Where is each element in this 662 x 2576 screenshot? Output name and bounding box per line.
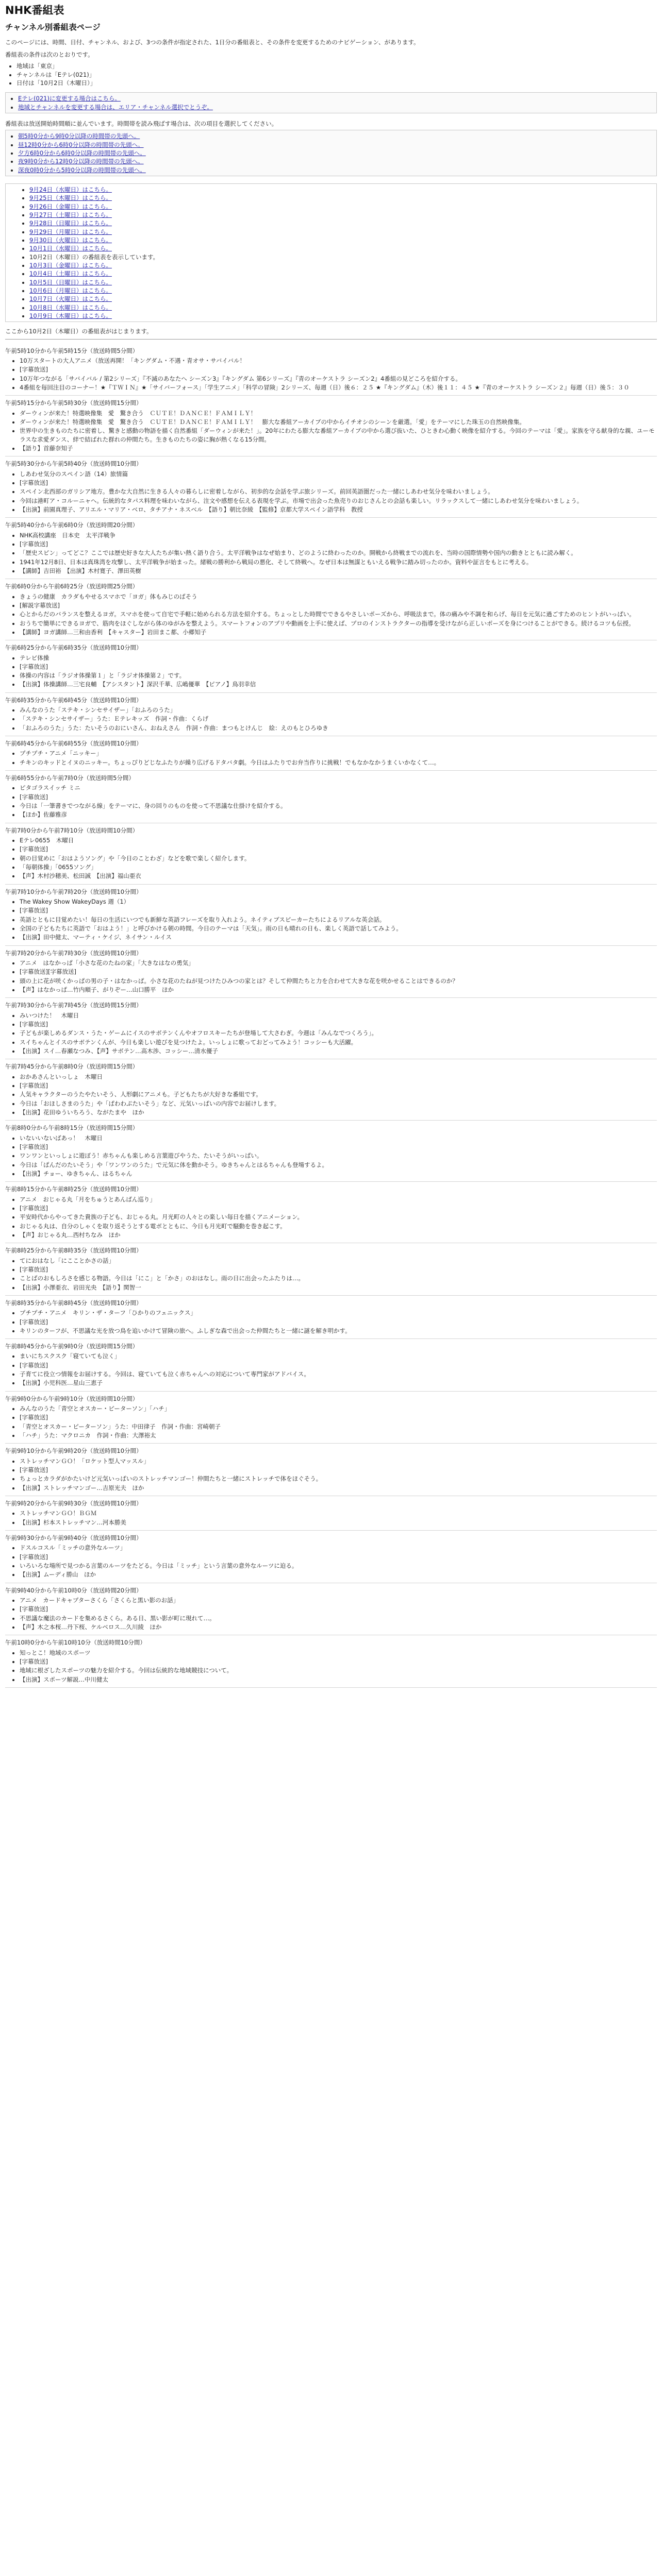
program-tag: • [字幕放送] bbox=[20, 663, 657, 671]
program-detail-list bbox=[5, 1404, 657, 1439]
program-title: • プチプチ・アニメ「ニッキー」 bbox=[20, 749, 657, 757]
time-link-noon[interactable]: 昼12時0分から6時0分以降の時間帯の先頭へ。 bbox=[18, 141, 144, 148]
program-detail-list bbox=[5, 1457, 657, 1492]
program-description: • スイちゃんとイスのサボテンくんが、今日も楽しい遊びを見つけたよ。いっしょに歌っておどってみよう！コッシーも大活躍。 bbox=[20, 1038, 657, 1046]
program-time: 午前7時45分から午前8時0分（放送時間15分間） bbox=[5, 1063, 139, 1071]
program-title: • テレビ体操 bbox=[20, 654, 657, 662]
program-detail-list bbox=[5, 1509, 657, 1527]
program-tag: • [字幕放送] bbox=[20, 1413, 657, 1421]
program-title: • みんなのうた「ステキ・シンセサイザー」「おふろのうた」 bbox=[20, 706, 657, 714]
program-description: • 「青空とオスカー・ピーターソン」うた：中田律子 作詞・作曲：宮崎朝子 bbox=[20, 1422, 657, 1431]
program-title: • ストレッチマンＧＯ！「ロケット型人マッスル」 bbox=[20, 1457, 657, 1465]
program-title: • アニメ おじゃる丸「月をちゅうとあんぱん巡り」 bbox=[20, 1195, 657, 1204]
day-link[interactable]: 10月1日（水曜日）はこちら。 bbox=[29, 245, 112, 252]
program-description: • 【出演】杉本ストレッチマン…河本勝美 bbox=[20, 1518, 657, 1527]
program-entry bbox=[5, 1182, 657, 1243]
program-description: • ちょっとカラダがかたいけど元気いっぱいのストレッチマンゴー！仲間たちと一緒にストレッチで体をほぐそう。 bbox=[20, 1475, 657, 1483]
program-title: • おかあさんといっしょ 木曜日 bbox=[20, 1073, 657, 1081]
day-links-box bbox=[5, 183, 657, 322]
program-description: • 平安時代からやってきた貴族の子ども、おじゃる丸。月光町の人々との楽しい毎日を描くアニメーション。 bbox=[20, 1213, 657, 1221]
program-entry bbox=[5, 771, 657, 823]
program-time: 午前10時0分から午前10時10分（放送時間10分間） bbox=[5, 1639, 146, 1647]
day-link[interactable]: 9月24日（水曜日）はこちら。 bbox=[29, 186, 112, 194]
program-tag: • [字幕放送] bbox=[20, 540, 657, 548]
program-detail-list bbox=[5, 1073, 657, 1117]
program-title: • 知っとこ！地域のスポーツ bbox=[20, 1649, 657, 1657]
program-tag: • [字幕放送] bbox=[20, 1361, 657, 1369]
time-link-late-night[interactable]: 深夜0時0分から5時0分以降の時間帯の先頭へ。 bbox=[18, 166, 146, 174]
program-description: • 【ほか】佐藤雅彦 bbox=[20, 810, 657, 819]
program-description: • 「ステキ・シンセサイザー」うた：Ｅテレキッズ 作詞・作曲：くらげ bbox=[20, 715, 657, 723]
program-detail-list bbox=[5, 654, 657, 689]
program-time: 午前5時40分から午前6時0分（放送時間20分間） bbox=[5, 521, 139, 529]
program-detail-list bbox=[5, 1011, 657, 1056]
program-description: • 全国の子どもたちに英語で「おはよう！」と呼びかける朝の時間。今日のテーマは「天気」。雨の日も晴れの日も、楽しく英語で話してみよう。 bbox=[20, 924, 657, 933]
program-tag: • [字幕放送] bbox=[20, 845, 657, 853]
program-description: • 【語り】首藤奈知子 bbox=[20, 444, 657, 452]
program-tag: • [字幕放送] bbox=[20, 1318, 657, 1326]
program-time: 午前8時0分から午前8時15分（放送時間15分間） bbox=[5, 1124, 139, 1132]
program-detail-list bbox=[5, 357, 657, 392]
program-description: • 「おふろのうた」うた：たいそうのおにいさん、おねえさん 作詞・作曲：まつもとけんじ 絵：えのもとひろゆき bbox=[20, 724, 657, 732]
program-tag: • [字幕放送] bbox=[20, 1143, 657, 1151]
program-tag: • [字幕放送] bbox=[20, 1657, 657, 1666]
day-list-item bbox=[29, 228, 653, 236]
conditions-label: 番組表の条件は次のとおりです。 bbox=[5, 51, 94, 59]
program-title: • てにおはなし「にこことかさの話」 bbox=[20, 1257, 657, 1265]
program-tag: • [字幕放送] bbox=[20, 906, 657, 914]
program-description: • 【講師】ヨガ講師…三和由香利 【キャスター】岩田まこ都、小郷知子 bbox=[20, 628, 657, 636]
program-entry bbox=[5, 1583, 657, 1636]
program-description: • 子育てに役立つ情報をお届けする。今回は、寝ていても泣く赤ちゃんへの対応について専門家がアドバイス。 bbox=[20, 1370, 657, 1378]
program-description: • スペイン北西部のガリシア地方。豊かな大自然に生きる人々の暮らしに密着しながら、初歩的な会話を学ぶ旅シリーズ。前回英語圏だった一緒にしあわせ気分を味わいましょう。 bbox=[20, 487, 657, 496]
day-link[interactable]: 10月4日（土曜日）はこちら。 bbox=[29, 270, 112, 278]
program-description: • 「歴史スピン」ってどこ？ここでは歴史好きな大人たちが集い熱く語り合う。太平洋戦争はなぜ始まり、どのように終わったのか。開戦から終戦までの流れを、当時の国際情勢や国内の動きとともに読み解く。 bbox=[20, 549, 657, 557]
program-time: 午前5時10分から午前5時15分（放送時間5分間） bbox=[5, 347, 139, 354]
site-title: NHK番組表 bbox=[5, 4, 64, 16]
day-list-item bbox=[29, 312, 653, 320]
day-link[interactable]: 10月6日（月曜日）はこちら。 bbox=[29, 287, 112, 295]
program-description: • 【出演】スポーツ解説…中川健太 bbox=[20, 1675, 657, 1684]
program-title: • プチプチ・アニメ キリン・ザ・ターフ「ひかりのフェニックス」 bbox=[20, 1309, 657, 1317]
change-links-box bbox=[5, 92, 657, 113]
program-description: • 世界中の生きものたちに密着し、驚きと感動の物語を描く自然番組「ダーウィンが来た！」。20年にわたる膨大な番組アーカイブの中から選び抜いた、ひときわ心動く映像を紹介する。今回のテーマは「愛」。家族を守る献身的な親、ユーモラスな求愛ダンス、絆で結ばれた群れの仲間たち。生きものたちの姿に胸が熱くなる15分間。 bbox=[20, 427, 657, 444]
program-detail-list bbox=[5, 531, 657, 575]
program-time: 午前7時20分から午前7時30分（放送時間10分間） bbox=[5, 949, 142, 957]
program-title: • ダーウィンが来た！特選映像集 愛 驚き合う ＣＵＴＥ！ＤＡＮＣＥ！ＦＡＭＩＬＹ！ bbox=[20, 409, 657, 417]
day-list-item bbox=[29, 244, 653, 252]
program-tag: • [字幕放送] bbox=[20, 1081, 657, 1090]
program-description: • 頭の上に花が咲くかっぱの男の子・はなかっぱ。小さな花のたねが見つけたひみつの家とは？そして仲間たちと力を合わせて大きな花を咲かせることはできるのか？ bbox=[20, 977, 657, 985]
program-entry bbox=[5, 518, 657, 579]
program-time: 午前6時45分から午前6時55分（放送時間10分間） bbox=[5, 740, 142, 748]
program-description: • 【出演】小児科医…星山三恵子 bbox=[20, 1379, 657, 1387]
program-entry bbox=[5, 1444, 657, 1496]
day-list-item bbox=[29, 261, 653, 269]
day-link[interactable]: 9月27日（土曜日）はこちら。 bbox=[29, 211, 112, 219]
program-description: • 不思議な魔法のカードを集めるさくら。ある日、黒い影が町に現れて…。 bbox=[20, 1614, 657, 1622]
program-description: • 今日は「ぱんだのたいそう」や「ワンワンのうた」で元気に体を動かそう。ゆきちゃんとはるちゃんも登場するよ。 bbox=[20, 1161, 657, 1169]
time-link-morning[interactable]: 朝5時0分から9時0分以降の時間帯の先頭へ。 bbox=[18, 132, 140, 140]
day-list-item bbox=[29, 253, 653, 261]
program-entry bbox=[5, 823, 657, 885]
program-description: • 【出演】前園真理子、アリエル・マリア・ベロ、タチアナ・ネスベル 【語り】朝比奈綾 【監修】京都大学スペイン語学科 教授 bbox=[20, 505, 657, 514]
program-time: 午前6時35分から午前6時45分（放送時間10分間） bbox=[5, 696, 142, 704]
day-link[interactable]: 10月8日（水曜日）はこちら。 bbox=[29, 303, 112, 311]
day-link[interactable]: 10月3日（金曜日）はこちら。 bbox=[29, 262, 112, 269]
program-tag: • [字幕放送] bbox=[20, 1265, 657, 1274]
time-link-evening[interactable]: 夕方6時0分から6時0分以降の時間帯の先頭へ。 bbox=[18, 149, 146, 157]
program-entry bbox=[5, 1635, 657, 1688]
program-description: • 【講師】吉田裕 【出演】木村寛子、澤田英樹 bbox=[20, 567, 657, 575]
condition-date: • 日付は「10月2日（木曜日）」 bbox=[16, 79, 657, 87]
program-start-note: ここから10月2日（木曜日）の番組表がはじまります。 bbox=[5, 327, 657, 339]
program-time: 午前8時15分から午前8時25分（放送時間10分間） bbox=[5, 1185, 142, 1193]
program-time: 午前7時10分から午前7時20分（放送時間10分間） bbox=[5, 888, 142, 895]
program-time: 午前8時45分から午前9時0分（放送時間15分間） bbox=[5, 1343, 139, 1350]
program-tag: • [字幕放送] bbox=[20, 365, 657, 374]
program-title: • みんなのうた「青空とオスカー・ピーターソン」「ハチ」 bbox=[20, 1404, 657, 1413]
program-description: • 【声】木村沙穂美、松田誠 【出演】福山亜衣 bbox=[20, 872, 657, 880]
program-time: 午前5時15分から午前5時30分（放送時間15分間） bbox=[5, 399, 142, 407]
program-tag: • [字幕放送][字幕放送] bbox=[20, 968, 657, 976]
program-time: 午前5時30分から午前5時40分（放送時間10分間） bbox=[5, 460, 142, 468]
program-entry bbox=[5, 885, 657, 946]
day-link[interactable]: 10月9日（木曜日）はこちら。 bbox=[29, 312, 112, 319]
program-description: • 【出演】体操講師…三宅良輔 【アシスタント】深沢千華、広嶋優華 【ピアノ】鳥羽幸信 bbox=[20, 680, 657, 688]
program-tag: • [字幕放送] bbox=[20, 793, 657, 801]
program-description: • ワンワンといっしょに遊ぼう！赤ちゃんも楽しめる言葉遊びやうた、たいそうがいっぱい。 bbox=[20, 1151, 657, 1160]
program-time: 午前8時35分から午前8時45分（放送時間10分間） bbox=[5, 1299, 142, 1307]
change-channel-link[interactable]: Eテレ(021)に変更する場合はこちら。 bbox=[18, 95, 121, 103]
program-description: • 朝の目覚めに「おはようソング」や「今日のことわざ」などを歌で楽しく紹介します。 bbox=[20, 854, 657, 862]
program-entry bbox=[5, 456, 657, 518]
day-link[interactable]: 10月5日（日曜日）はこちら。 bbox=[29, 278, 112, 286]
program-detail-list bbox=[5, 1257, 657, 1292]
program-description: • 「ハチ」うた：マクロニカ 作詞・作曲：大澤裕太 bbox=[20, 1431, 657, 1439]
program-entry bbox=[5, 579, 657, 640]
program-title: • みいつけた！ 木曜日 bbox=[20, 1011, 657, 1020]
program-description: • 【出演】小澤亜衣、岩田光央 【語り】関智一 bbox=[20, 1283, 657, 1292]
program-description: • 「毎朝体操」「0655ソング」 bbox=[20, 863, 657, 871]
program-detail-list bbox=[5, 1544, 657, 1579]
program-title: • いないいないばあっ！ 木曜日 bbox=[20, 1134, 657, 1142]
program-title: • The Wakey Show WakeyDays 週（1） bbox=[20, 897, 657, 906]
program-description: • 【出演】ストレッチマンゴー…吉原光夫 ほか bbox=[20, 1484, 657, 1492]
program-entry bbox=[5, 344, 657, 396]
day-list-item bbox=[29, 278, 653, 286]
program-tag: • [字幕放送] bbox=[20, 1605, 657, 1613]
program-detail-list bbox=[5, 1649, 657, 1684]
program-title: • ドスルコスル「ミッチの意外なルーツ」 bbox=[20, 1544, 657, 1552]
conditions-list bbox=[5, 62, 657, 87]
program-time: 午前9時10分から午前9時20分（放送時間10分間） bbox=[5, 1447, 142, 1455]
program-description: • いろいろな場所で見つかる言葉のルーツをたどる。今日は「ミッチ」という言葉の意外なルーツに迫る。 bbox=[20, 1562, 657, 1570]
program-description: • 【声】おじゃる丸…西村ちなみ ほか bbox=[20, 1231, 657, 1239]
program-detail-list bbox=[5, 470, 657, 514]
program-entry bbox=[5, 1339, 657, 1392]
program-description: • 4番組を毎回注目のコーナー！★『ＴＷＩＮ』★「サイバーフォース」「学生アニメ」「科学の冒険」2シリーズ、毎週（日）後６：２５ ★『キングダム』（木）後１１：４５ ★『青のオーケストラ シーズン２』毎週（日）後５：３０ bbox=[20, 383, 657, 392]
intro-text: このページには、時間、日付、チャンネル、および、3つの条件が指定された、1日分の番組表と、その条件を変更するためのナビゲーション、があります。 bbox=[5, 38, 420, 46]
program-description: • 今回は港町ア・コルーニャへ。伝統的なタパス料理を味わいながら、注文や感想を伝える表現を学ぶ。市場で出会った魚売りのおじさんとの会話も楽しい。リラックスして一緒にしあわせ気分を味わいましょう。 bbox=[20, 497, 657, 505]
program-time: 午前7時30分から午前7時45分（放送時間15分間） bbox=[5, 1002, 142, 1009]
program-entry bbox=[5, 1496, 657, 1531]
program-description: • 今日は「一筆書きでつながる線」をテーマに、身の回りのものを使って不思議な仕掛けを紹介する。 bbox=[20, 802, 657, 810]
program-entry bbox=[5, 1243, 657, 1296]
program-time: 午前9時40分から午前10時0分（放送時間20分間） bbox=[5, 1586, 142, 1594]
program-description: • 【声】はなかっぱ…竹内順子、がりぞー…山口勝平 ほか bbox=[20, 986, 657, 994]
program-title: • しあわせ気分のスペイン語（14）旅情篇 bbox=[20, 470, 657, 478]
day-link[interactable]: 9月28日（日曜日）はこちら。 bbox=[29, 219, 112, 227]
program-description: • 今日は「おほしさまのうた」や「ぱわわぷたいそう」など、元気いっぱいの内容でお届けします。 bbox=[20, 1099, 657, 1108]
program-tag: • [解説字幕放送] bbox=[20, 601, 657, 609]
page-heading: チャンネル別番組表ページ bbox=[5, 22, 101, 32]
change-area-link[interactable]: 地域とチャンネルを変更する場合は、エリア・チャンネル選択でとうぞ。 bbox=[18, 103, 213, 111]
day-list-item bbox=[29, 295, 653, 303]
program-tag: • [字幕放送] bbox=[20, 1204, 657, 1212]
time-links-box bbox=[5, 130, 657, 176]
program-entry bbox=[5, 640, 657, 693]
time-skip-note: 番組表は放送開始時間順に並んでいます。時間帯を読み飛ばす場合は、次の項目を選択してください。 bbox=[5, 120, 278, 128]
program-description: • チキンのキッドとイヌのニッキー。ちょっぴりどじなふたりが繰り広げるドタバタ劇。今日はふたりでお弁当作りに挑戦！でもなかなかうまくいかなくて…。 bbox=[20, 758, 657, 767]
program-detail-list bbox=[5, 409, 657, 453]
program-description: • 人気キャラクターのうたやたいそう、人形劇にアニメも。子どもたちが大好きな番組です。 bbox=[20, 1090, 657, 1098]
program-time: 午前6時25分から午前6時35分（放送時間10分間） bbox=[5, 644, 142, 652]
program-entry bbox=[5, 1531, 657, 1583]
program-description: • 地域に根ざしたスポーツの魅力を紹介する。今回は伝統的な地域競技について。 bbox=[20, 1666, 657, 1674]
day-link[interactable]: 9月29日（月曜日）はこちら。 bbox=[29, 228, 112, 235]
day-list-item bbox=[29, 202, 653, 211]
condition-region: • 地域は「東京」 bbox=[16, 62, 657, 70]
program-tag: • [字幕放送] bbox=[20, 1466, 657, 1474]
program-time: 午前7時0分から午前7時10分（放送時間10分間） bbox=[5, 826, 139, 834]
program-description: • 【出演】チョー、ゆきちゃん、はるちゃん bbox=[20, 1170, 657, 1178]
day-list-item bbox=[29, 286, 653, 295]
program-description: • キリンのターフが、不思議な光を放つ鳥を追いかけて冒険の旅へ。ふしぎな森で出会った仲間たちと一緒に謎を解き明かす。 bbox=[20, 1327, 657, 1335]
program-description: • 【出演】田中健太、マーティ・ケイジ、ネイサン・ルイス bbox=[20, 933, 657, 941]
program-entry bbox=[5, 1121, 657, 1182]
day-list-item bbox=[29, 269, 653, 278]
day-list-item bbox=[29, 194, 653, 202]
program-title: • ピタゴラスイッチ ミニ bbox=[20, 784, 657, 792]
condition-channel: • チャンネルは「Eテレ(021)」 bbox=[16, 71, 657, 79]
program-detail-list bbox=[5, 1309, 657, 1335]
program-tag: • [字幕放送] bbox=[20, 479, 657, 487]
day-links-list bbox=[9, 185, 653, 320]
program-title: • NHK高校講座 日本史 太平洋戦争 bbox=[20, 531, 657, 539]
day-list-item bbox=[29, 219, 653, 227]
day-list-item bbox=[29, 303, 653, 312]
program-description: • 【出演】スイ…春瀬なつみ、【声】サボテン…高木渉、コッシー…清水優子 bbox=[20, 1047, 657, 1055]
program-entry bbox=[5, 1296, 657, 1339]
program-entry bbox=[5, 1059, 657, 1121]
program-description: • ダーウィンが来た！特選映像集 愛 驚き合う ＣＵＴＥ！ＤＡＮＣＥ！ＦＡＭＩＬＹ！ 膨大な番組アーカイブの中からイチオシのシーンを厳選。「愛」をテーマにした珠玉の自然映像集。 bbox=[20, 418, 657, 426]
program-description: • おじゃる丸は、自分のしゃくを取り返そうとする電ボとともに、今日も月光町で騒動を巻き起こす。 bbox=[20, 1222, 657, 1230]
program-time: 午前9時20分から午前9時30分（放送時間10分間） bbox=[5, 1500, 142, 1507]
program-detail-list bbox=[5, 1596, 657, 1631]
program-tag: • [字幕放送] bbox=[20, 1020, 657, 1028]
program-title: • ストレッチマンＧＯ！ＢＧＭ bbox=[20, 1509, 657, 1517]
program-title: • きょうの健康 カラダもやせるスマホで「ヨガ」体もみじのばそう bbox=[20, 592, 657, 601]
program-description: • 1941年12月8日、日本は真珠湾を攻撃し、太平洋戦争が始まった。緒戦の勝利から戦局の悪化、そして終戦へ。なぜ日本は無謀ともいえる戦争に踏み切ったのか。資料や証言をもとに考える。 bbox=[20, 558, 657, 566]
program-description: • ことばのおもしろさを感じる物語。今日は「にこ」と「かさ」のおはなし。雨の日に出会ったふたりは…。 bbox=[20, 1274, 657, 1282]
program-list bbox=[5, 344, 657, 1688]
program-entry bbox=[5, 693, 657, 736]
program-title: • アニメ はなかっぱ「小さな花のたねの家」「大きなはなの勇気」 bbox=[20, 959, 657, 967]
program-description: • 【声】木之本桜…丹下桜、ケルベロス…久川綾 ほか bbox=[20, 1623, 657, 1631]
day-list-item bbox=[29, 185, 653, 194]
program-detail-list bbox=[5, 706, 657, 732]
program-detail-list bbox=[5, 749, 657, 767]
day-link[interactable]: 10月7日（火曜日）はこちら。 bbox=[29, 295, 112, 303]
day-list-item bbox=[29, 211, 653, 219]
program-entry bbox=[5, 1392, 657, 1444]
program-tag: • [字幕放送] bbox=[20, 1553, 657, 1561]
current-day-label: 10月2日（木曜日）の番組表を表示しています。 bbox=[29, 253, 159, 261]
program-title: • まいにちスクスク「寝ていても泣く」 bbox=[20, 1352, 657, 1360]
day-link[interactable]: 9月25日（木曜日）はこちら。 bbox=[29, 194, 112, 202]
program-time: 午前9時30分から午前9時40分（放送時間10分間） bbox=[5, 1534, 142, 1542]
program-detail-list bbox=[5, 897, 657, 942]
program-description: • 10万年つながる「サバイバル / 第2シリーズ」『不滅のあなたへ シーズン3』『キングダム 第6シリーズ』『青のオーケストラ シーズン2』4番組の見どころを紹介する。 bbox=[20, 375, 657, 383]
program-time: 午前6時55分から午前7時0分（放送時間5分間） bbox=[5, 774, 135, 782]
program-title: • Eテレ0655 木曜日 bbox=[20, 836, 657, 844]
program-detail-list bbox=[5, 1195, 657, 1240]
program-detail-list bbox=[5, 836, 657, 880]
program-detail-list bbox=[5, 784, 657, 819]
program-entry bbox=[5, 736, 657, 771]
program-description: • おうちで簡単にできるヨガで、筋肉をほぐしながら体のゆがみを整えよう。スマートフォンのアプリや動画を上手に使えば、プロのインストラクターの指導を受けながら正しいポーズを身につけることができる。続けるコツも伝授。 bbox=[20, 619, 657, 628]
program-entry bbox=[5, 998, 657, 1059]
program-description: • 【出演】ムーディ勝山 ほか bbox=[20, 1570, 657, 1579]
program-time: 午前6時0分から午前6時25分（放送時間25分間） bbox=[5, 583, 139, 590]
program-time: 午前8時25分から午前8時35分（放送時間10分間） bbox=[5, 1247, 142, 1255]
program-title: • アニメ カードキャプターさくら「さくらと黒い影のお話」 bbox=[20, 1596, 657, 1604]
day-list-item bbox=[29, 236, 653, 244]
program-entry bbox=[5, 946, 657, 998]
program-description: • 心とからだのバランスを整えるヨガ。スマホを使って自宅で手軽に始められる方法を紹介する。ちょっとした時間でできるやさしいポーズから、呼吸法まで。体の痛みや不調を和らげ、毎日を元気に過ごすためのヒントがいっぱい。 bbox=[20, 610, 657, 618]
program-description: • 子どもが楽しめるダンス・うた・ゲームにイスのサボテンくんやオフロスキーたちが登場して大さわぎ。今週は「みんなでつくろう」。 bbox=[20, 1029, 657, 1037]
program-detail-list bbox=[5, 592, 657, 637]
program-entry bbox=[5, 396, 657, 456]
day-link[interactable]: 9月30日（火曜日）はこちら。 bbox=[29, 236, 112, 244]
program-detail-list bbox=[5, 1134, 657, 1178]
program-detail-list bbox=[5, 959, 657, 994]
program-detail-list bbox=[5, 1352, 657, 1387]
day-link[interactable]: 9月26日（金曜日）はこちら。 bbox=[29, 202, 112, 210]
program-description: • 英語とともに目覚めたい！毎日の生活にいつでも新鮮な英語フレーズを取り入れよう。ネイティブスピーカーたちによるリアルな英会話。 bbox=[20, 916, 657, 924]
program-description: • 【出演】花田ゆういちろう、ながたまや ほか bbox=[20, 1108, 657, 1116]
program-time: 午前9時0分から午前9時10分（放送時間10分間） bbox=[5, 1395, 139, 1402]
program-title: • 10万スタートの大人アニメ（放送再開！「キングダム・不遇・青オサ・サバイバル！ bbox=[20, 357, 657, 365]
time-link-night[interactable]: 夜9時0分から12時0分以降の時間帯の先頭へ。 bbox=[18, 158, 144, 165]
program-description: • 体操の内容は「ラジオ体操第１」と「ラジオ体操第２」です。 bbox=[20, 671, 657, 680]
